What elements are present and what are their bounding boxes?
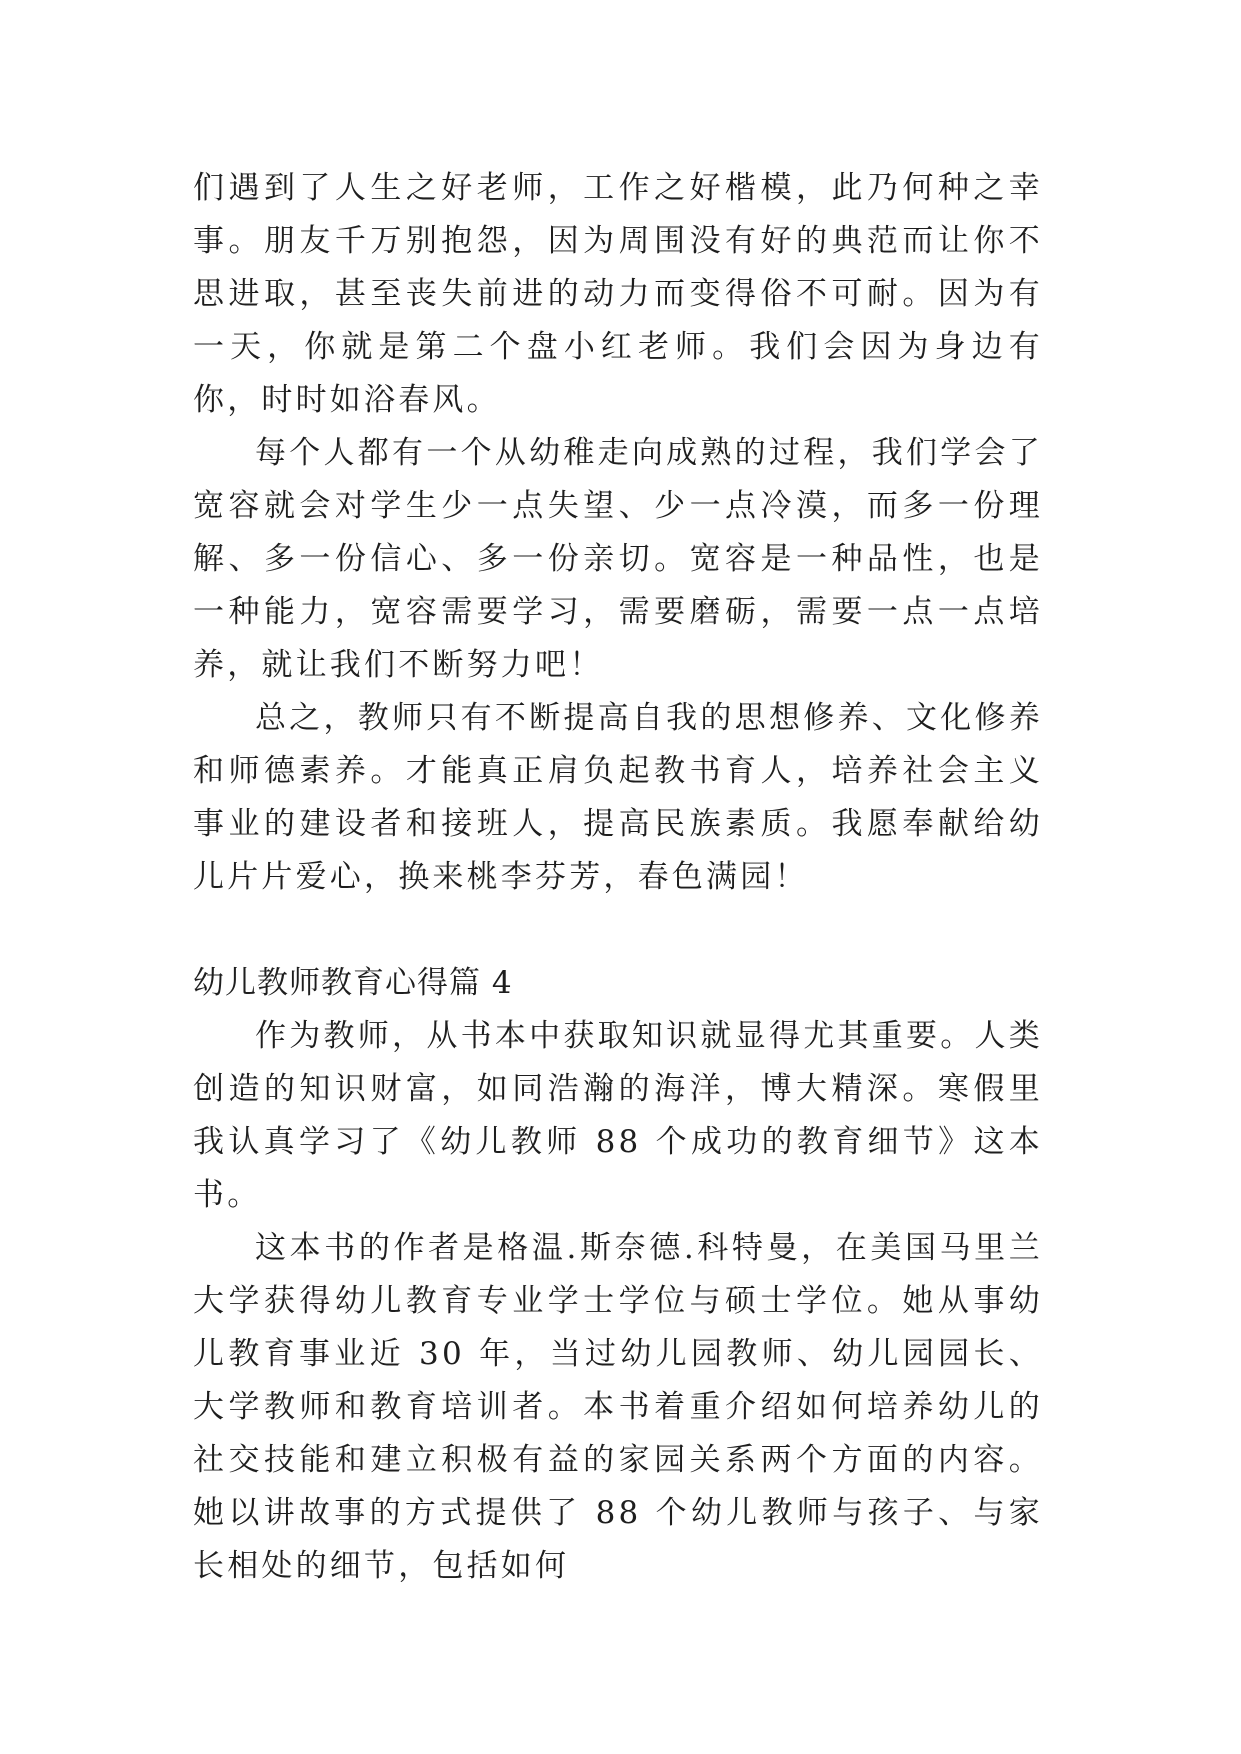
paragraph-4: 作为教师，从书本中获取知识就显得尤其重要。人类创造的知识财富，如同浩瀚的海洋，博大精深。寒假里我认真学习了《幼儿教师 88 个成功的教育细节》这本书。 (193, 1018, 1043, 1213)
paragraph-5: 这本书的作者是格温.斯奈德.科特曼，在美国马里兰大学获得幼儿教育专业学士学位与硕士学位。她从事幼儿教育事业近 30 年，当过幼儿园教师、幼儿园园长、大学教师和教育培训者。本书着重介绍如何培养幼儿的社交技能和建立积极有益的家园关系两个方面的内容。她以讲故事的方式提供了 88 个幼儿教师与孩子、与家长相处的细节，包括如何 (193, 1230, 1043, 1584)
section-heading: 幼儿教师教育心得篇 4 (193, 965, 513, 1001)
document-body (193, 162, 1043, 1593)
paragraph-2: 每个人都有一个从幼稚走向成熟的过程，我们学会了宽容就会对学生少一点失望、少一点冷漠，而多一份理解、多一份信心、多一份亲切。宽容是一种品性，也是一种能力，宽容需要学习，需要磨砺，需要一点一点培养，就让我们不断努力吧！ (193, 435, 1043, 683)
paragraph-3: 总之，教师只有不断提高自我的思想修养、文化修养和师德素养。才能真正肩负起教书育人，培养社会主义事业的建设者和接班人，提高民族素质。我愿奉献给幼儿片片爱心，换来桃李芬芳，春色满园！ (193, 700, 1043, 895)
paragraph-1: 们遇到了人生之好老师，工作之好楷模，此乃何种之幸事。朋友千万别抱怨，因为周围没有好的典范而让你不思进取，甚至丧失前进的动力而变得俗不可耐。因为有一天，你就是第二个盘小红老师。我们会因为身边有你，时时如浴春风。 (193, 170, 1043, 418)
